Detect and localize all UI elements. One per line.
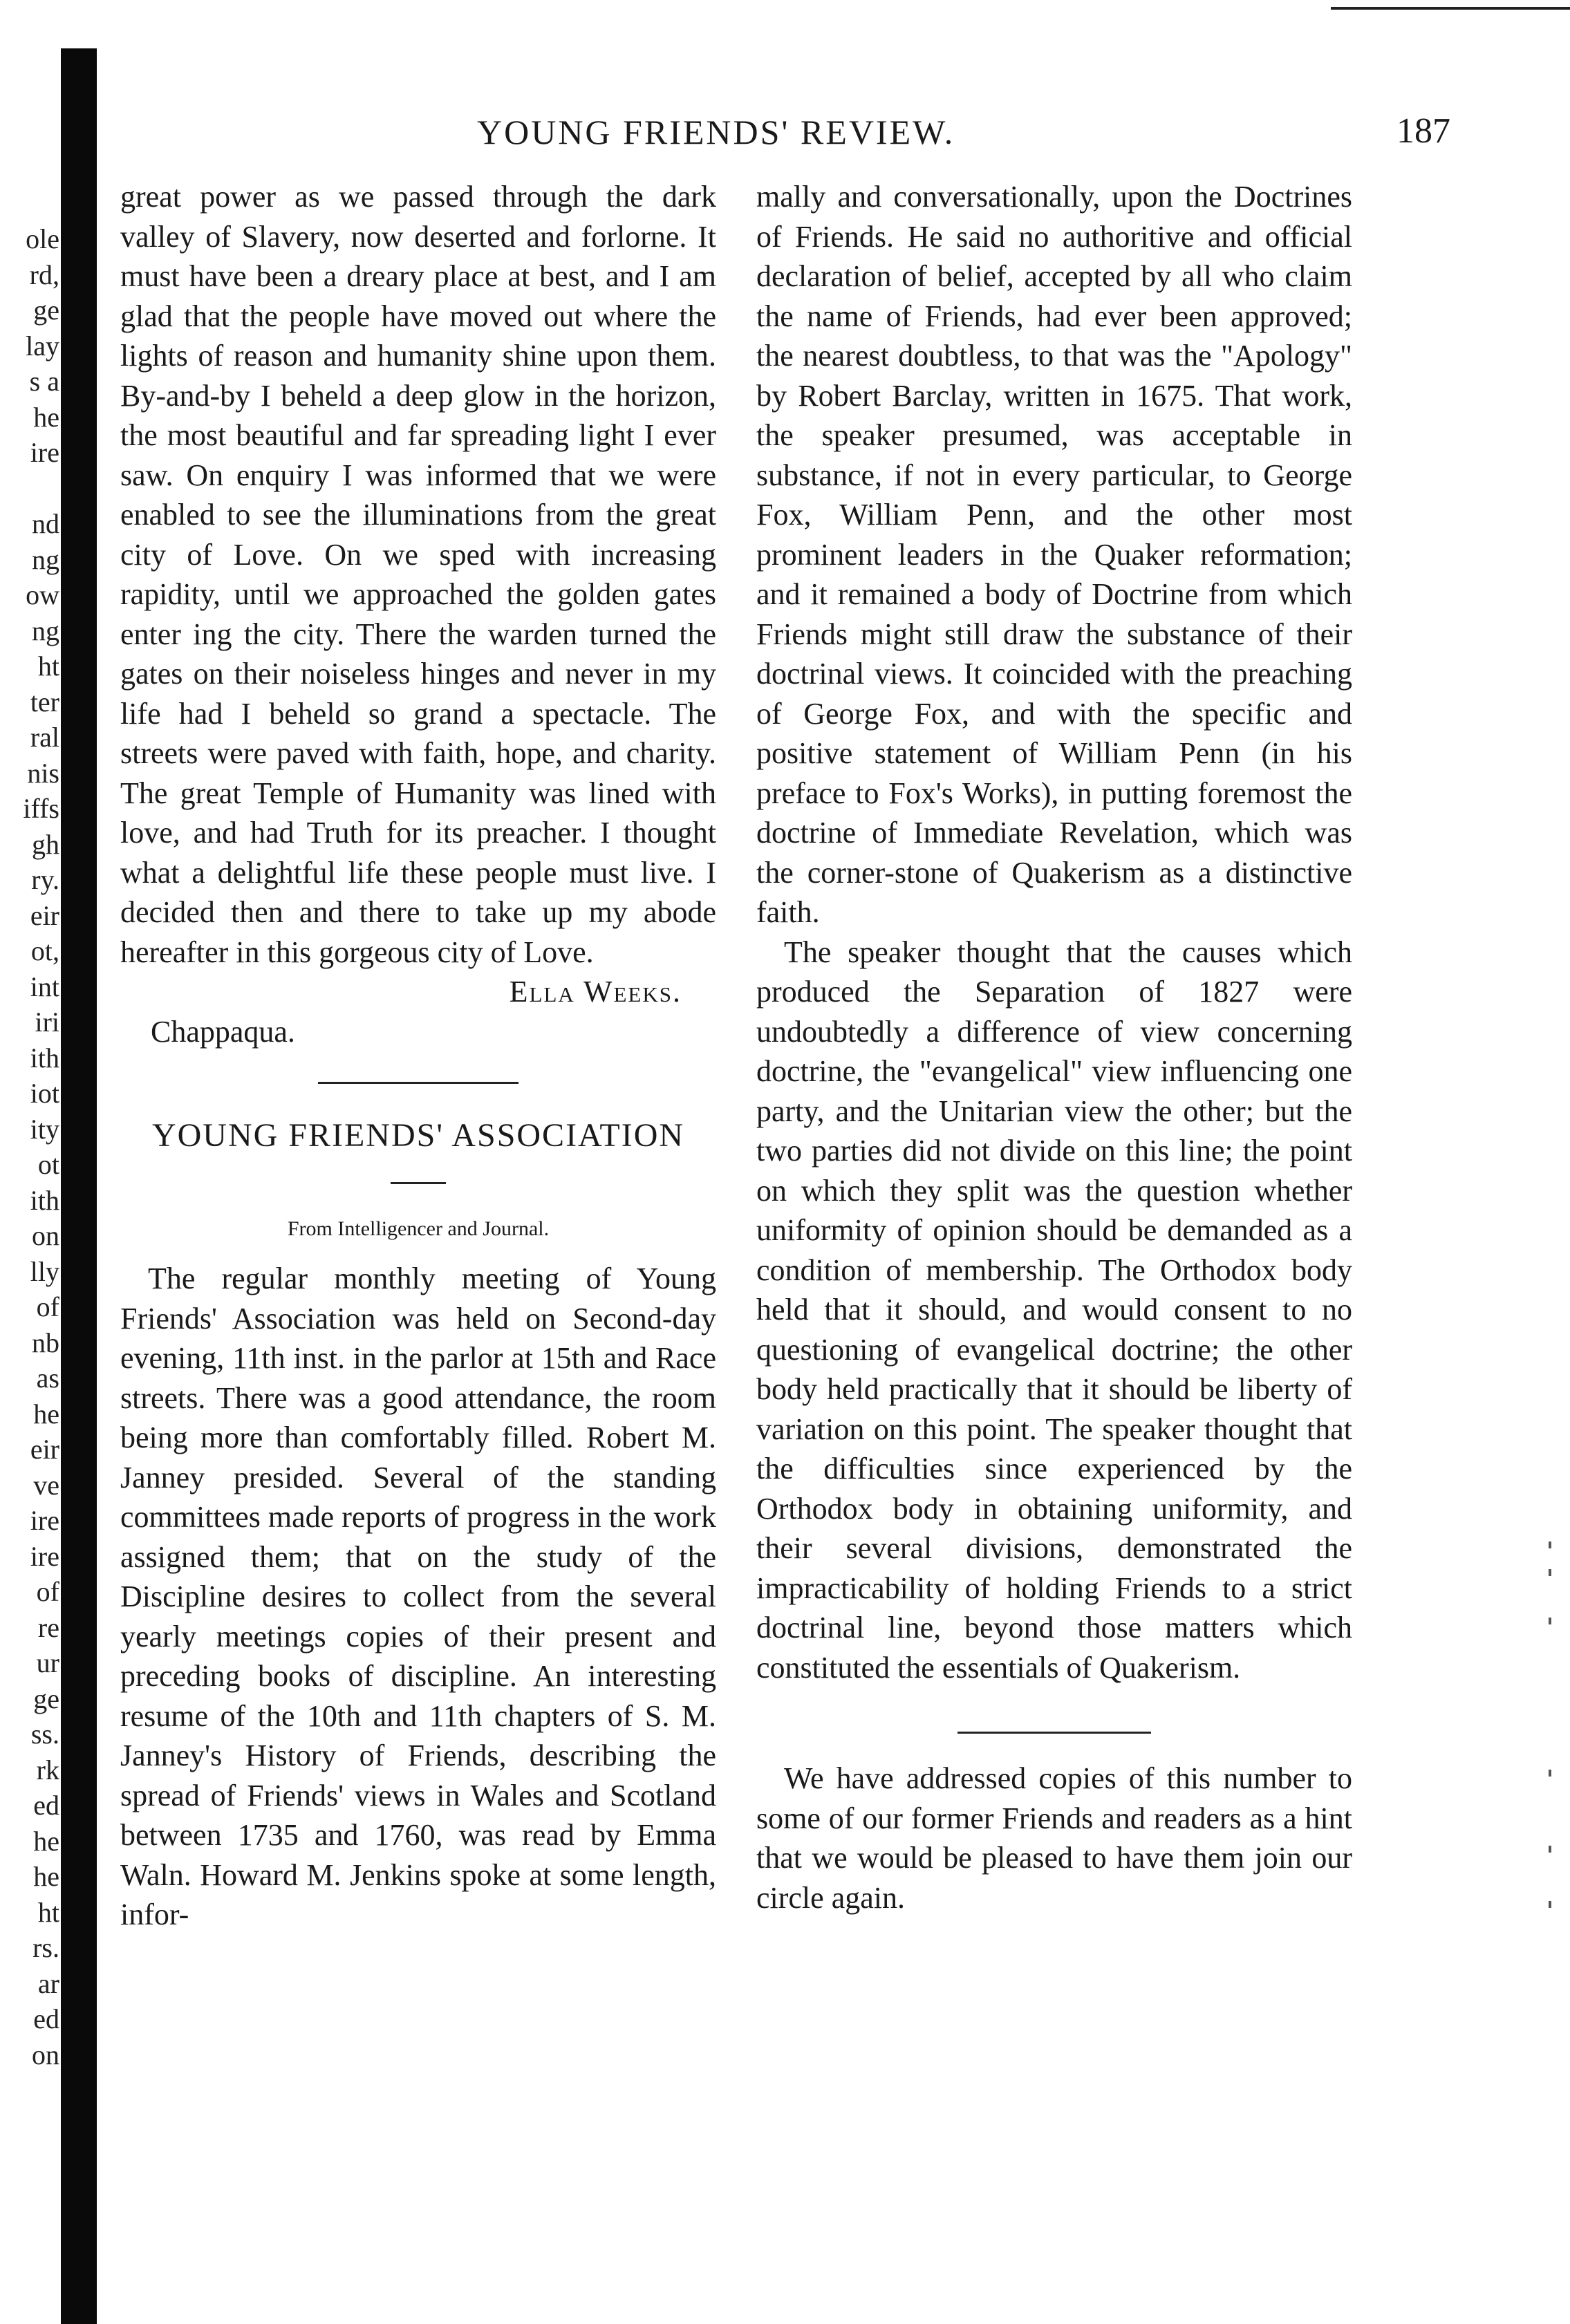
column-left [120, 177, 716, 1935]
margin-fragment: nis [27, 757, 59, 789]
margin-fragment: ry. [31, 864, 59, 895]
divider-rule-2 [957, 1732, 1151, 1734]
margin-fragment: eir [30, 899, 59, 931]
margin-fragment: ar [37, 1967, 59, 1999]
margin-fragment: ole [26, 223, 59, 254]
margin-fragment: gh [32, 828, 59, 860]
margin-fragment: ht [37, 650, 59, 682]
margin-fragment: as [36, 1362, 59, 1394]
margin-fragment: of [36, 1291, 59, 1322]
top-rule [1331, 7, 1570, 10]
story-text: great power as we passed through the dark valley of Slavery, now deserted and forlorne. It must have been a dreary place at best, and I am glad that the people have moved out where the lights of reason and humanity shine upon them. By-and-by I beheld a deep glow in the horizon, the most beautiful and far spreading light I ever saw. On enquiry I was informed that we were enabled to see the illuminations from the great city of Love. On we sped with increasing rapidity, until we approached the golden gates enter ing the city. There the warden turned the gates on their noiseless hinges and never in my life had I beheld so grand a spectacle. The streets were paved with faith, hope, and charity. The great Temple of Humanity was lined with love, and had Truth for its preacher. I thought what a delightful life these people must live. I decided then and there to take up my abode hereafter in this gorgeous city of Love. [120, 180, 716, 969]
margin-fragment: s a [29, 366, 59, 397]
column-right [756, 177, 1352, 1918]
report-continued: mally and conversationally, upon the Doctrines of Friends. He said no authoritive and official declaration of belief, accepted by all who claim the name of Friends, had ever been approved; the nearest doubtless, to that was the "Apology" by Robert Barclay, written in 1675. That work, the speaker presumed, was acceptable in substance, if not in every particular, to George Fox, William Penn, and the other most prominent leaders in the Quaker reformation; and it remained a body of Doctrine from which Friends might still draw the substance of their doctrinal views. It coincided with the preaching of George Fox, and with the specific and positive statement of William Penn (in his preface to Fox's Works), in putting foremost the doctrine of Immediate Revelation, which was the corner-stone of Quakerism as a distinctive faith. [756, 180, 1352, 929]
margin-fragment: ed [33, 1790, 59, 1821]
margin-fragment: re [37, 1611, 59, 1643]
margin-fragment: ith [30, 1184, 59, 1216]
margin-specks [1549, 1541, 1562, 1956]
margin-fragment: ot, [30, 935, 59, 966]
author-signature: Ella Weeks. [509, 975, 682, 1009]
margin-fragment: on [32, 2039, 59, 2070]
margin-fragment: ow [26, 579, 59, 610]
margin-fragment: int [30, 971, 59, 1002]
report-paragraph-2: The speaker thought that the causes which produced the Separation of 1827 were undoubtedly a difference of view concerning doctrine, the "evangelical" view influencing one party, and the Unitarian view the other; but the two parties did not divide on this line; the point on which they split was the question whether uniformity of opinion should be demanded as a condition of membership. The Orthodox body held that it should, and would consent to no questioning of evangelical doctrine; the other body held practically that it should be liberty of variation on this point. The speaker thought that the difficulties since experienced by the Orthodox body in obtaining uniformity, and their several divisions, demonstrated the impracticability of holding Friends to a strict doctrinal line, beyond those matters which constituted the essentials of Quakerism. [756, 935, 1352, 1685]
margin-fragment: ire [30, 1540, 59, 1572]
margin-fragment: ire [30, 437, 59, 468]
margin-fragment: he [33, 1825, 59, 1857]
margin-fragment: rk [36, 1754, 59, 1786]
editorial-notice: We have addressed copies of this number to some of our former Friends and readers as a hint that we would be pleased to have them join our circle again. [756, 1761, 1352, 1915]
margin-fragment: ity [30, 1113, 59, 1145]
margin-fragment [0, 471, 59, 507]
margin-fragment: rs. [32, 1932, 59, 1963]
margin-fragment: ge [33, 1683, 59, 1714]
margin-fragment: he [33, 401, 59, 433]
margin-fragment: ire [30, 1505, 59, 1536]
margin-fragment: ed [33, 2003, 59, 2034]
margin-fragment: iffs [23, 793, 59, 824]
source-credit: From Intelligencer and Journal. [287, 1217, 550, 1240]
margin-fragment: ng [32, 543, 59, 575]
margin-fragment: lly [30, 1255, 59, 1287]
short-rule [391, 1182, 446, 1184]
margin-fragment: ot [37, 1149, 59, 1180]
binding-shadow [61, 48, 97, 2324]
margin-fragment: of [36, 1576, 59, 1607]
margin-fragment: ur [36, 1647, 59, 1678]
margin-fragment: lay [26, 330, 59, 362]
margin-fragment: ge [33, 294, 59, 326]
running-header: YOUNG FRIENDS' REVIEW. [477, 113, 955, 151]
margin-fragment: nd [32, 508, 59, 539]
margin-fragment: ral [30, 722, 59, 753]
margin-fragment: he [33, 1861, 59, 1892]
margin-fragment: iri [35, 1006, 59, 1038]
margin-fragment: ith [30, 1042, 59, 1074]
margin-fragment: iot [30, 1078, 59, 1109]
author-place: Chappaqua. [151, 1014, 295, 1049]
margin-fragment: ht [37, 1896, 59, 1928]
margin-fragment: he [33, 1398, 59, 1430]
margin-fragment: ss. [30, 1718, 59, 1750]
margin-fragment: nb [32, 1327, 59, 1358]
divider-rule [318, 1082, 518, 1084]
margin-fragment: ng [32, 615, 59, 646]
page-number: 187 [1396, 111, 1450, 151]
margin-fragment: ter [30, 686, 59, 718]
margin-fragment: on [32, 1220, 59, 1251]
report-text: The regular monthly meeting of Young Friends' Association was held on Second-day evening, 11th inst. in the parlor at 15th and Race streets. There was a good attendance, the room being more than comfortably filled. Robert M. Janney presided. Several of the standing committees made reports of progress in the work assigned them; that on the study of the Discipline desires to collect from the several yearly meetings copies of their present and preceding books of discipline. An interesting resume of the 10th and 11th chapters of S. M. Janney's History of Friends, describing the spread of Friends' views in Wales and Scotland between 1735 and 1760, was read by Emma Waln. Howard M. Jenkins spoke at some length, infor- [120, 1262, 716, 1931]
margin-fragment: rd, [29, 259, 59, 290]
section-title: YOUNG FRIENDS' ASSOCIATION [151, 1117, 685, 1154]
margin-fragment: eir [30, 1434, 59, 1465]
margin-fragment: ve [33, 1469, 59, 1501]
left-page-fragments [0, 221, 59, 2072]
